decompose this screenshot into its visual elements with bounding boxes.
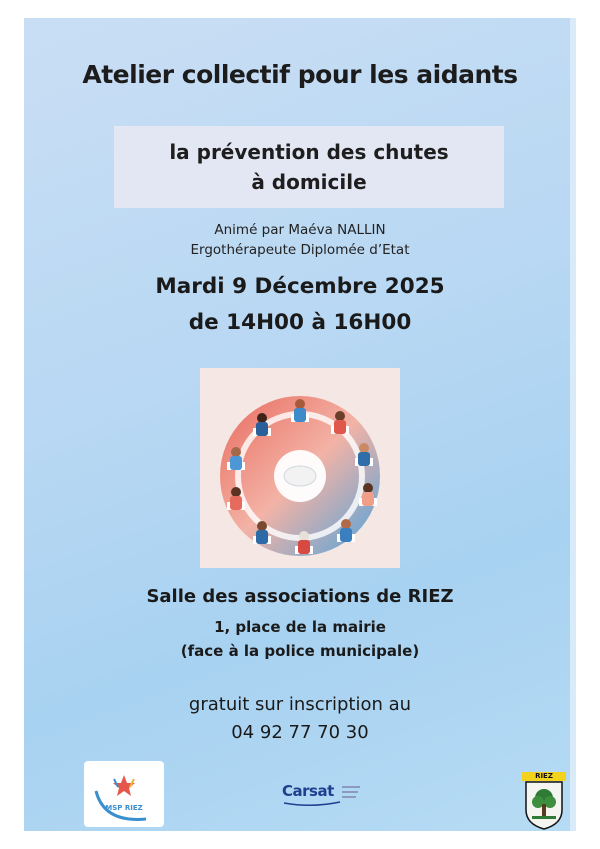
venue-address: 1, place de la mairie — [214, 618, 386, 636]
msp-logo-icon — [84, 761, 164, 827]
msp-riez-logo — [84, 761, 164, 827]
group-circle-illustration — [200, 368, 400, 568]
tree-shield-icon — [522, 772, 566, 830]
subtitle-box — [114, 126, 504, 208]
venue-name: Salle des associations de RIEZ — [146, 586, 454, 607]
venue-landmark: (face à la police municipale) — [180, 642, 420, 660]
carsat-swoosh-icon — [282, 782, 362, 810]
illustration-svg — [200, 368, 400, 568]
poster-title: Atelier collectif pour les aidants — [82, 60, 518, 89]
subtitle-line-1: la prévention des chutes — [169, 140, 449, 164]
msp-logo-text: MSP RIEZ — [105, 804, 143, 812]
registration-text: gratuit sur inscription au — [188, 694, 412, 715]
event-date: Mardi 9 Décembre 2025 — [155, 274, 445, 299]
registration-phone: 04 92 77 70 30 — [231, 722, 369, 743]
riez-label: RIEZ — [522, 772, 566, 781]
carsat-logo — [282, 782, 362, 810]
flyer-poster — [24, 18, 576, 831]
carsat-logo-text: Carsat — [282, 782, 334, 800]
riez-coat-of-arms — [522, 772, 566, 830]
animator-title: Ergothérapeute Diplomée d’Etat — [190, 242, 410, 258]
subtitle-line-2: à domicile — [251, 170, 367, 194]
event-time: de 14H00 à 16H00 — [188, 310, 412, 335]
animator-name: Animé par Maéva NALLIN — [214, 222, 386, 238]
